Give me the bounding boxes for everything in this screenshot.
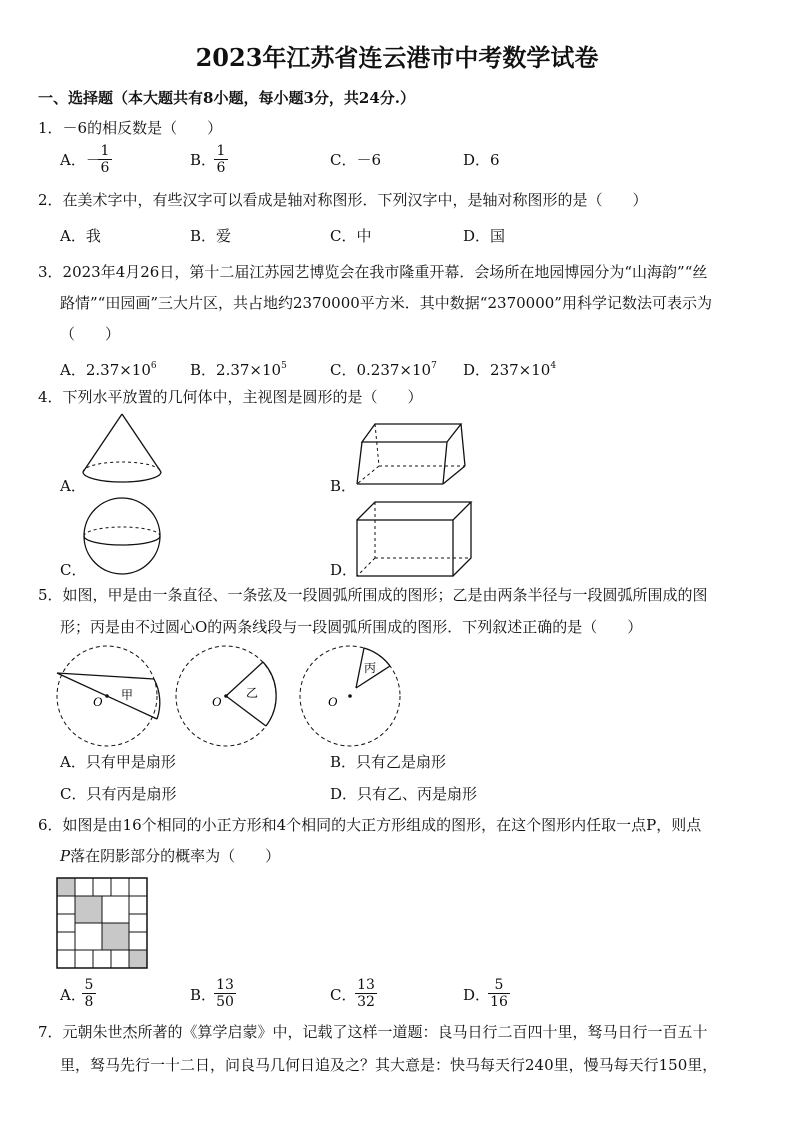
q5-option-b: B．只有乙是扇形 <box>330 753 447 771</box>
q6-line-2: P落在阴影部分的概率为（ ） <box>60 847 281 865</box>
fig-yi-label: 乙 <box>246 686 259 700</box>
q1-option-c: C．－6 <box>330 151 382 169</box>
fig-bing-center-label: O <box>328 694 338 709</box>
q6-option-b-label: B． <box>190 986 217 1004</box>
q2-option-d: D．国 <box>463 227 506 245</box>
cone-figure <box>82 412 162 492</box>
q5-option-c: C．只有丙是扇形 <box>60 785 177 803</box>
q2-option-c: C．中 <box>330 227 372 245</box>
cuboid-figure <box>355 500 473 580</box>
q5-line-2: 形；丙是由不过圆心O的两条线段与一段圆弧所围成的图形．下列叙述正确的是（ ） <box>60 618 643 636</box>
q2-stem: 2．在美术字中，有些汉字可以看成是轴对称图形．下列汉字中，是轴对称图形的是（ ） <box>38 191 648 209</box>
figure-jia <box>55 640 165 750</box>
frustum-figure <box>355 422 467 492</box>
q1-option-b-label: B． <box>190 151 217 169</box>
q6-line-1: 6．如图是由16个相同的小正方形和4个相同的大正方形组成的图形，在这个图形内任取一点P，则点 <box>38 816 702 834</box>
q3-line-1: 3．2023年4月26日，第十二届江苏园艺博览会在我市隆重开幕．会场所在地园博园分为“山海韵”“丝 <box>38 263 708 281</box>
q6-option-a-fraction: $\frac{5}{8}$ <box>82 977 96 1010</box>
q6-option-b-fraction: $\frac{13}{50}$ <box>214 977 236 1010</box>
q4-option-b-label: B． <box>330 477 357 495</box>
q1-option-a-label: A．－ <box>60 151 101 169</box>
q3-option-c: C．$0.237\times 10^7$ <box>330 361 437 379</box>
q7-line-2: 里，驽马先行一十二日，问良马几何日追及之？其大意是：快马每天行240里，慢马每天行150里， <box>60 1056 718 1074</box>
q6-option-c-label: C． <box>330 986 357 1004</box>
q2-option-a: A．我 <box>60 227 101 245</box>
square-grid-figure <box>56 877 148 969</box>
q1-stem: 1．－6的相反数是（ ） <box>38 119 223 137</box>
q7-line-1: 7．元朝朱世杰所著的《算学启蒙》中，记载了这样一道题：良马日行二百四十里，驽马日行一百五十 <box>38 1023 708 1041</box>
fig-jia-center-label: O <box>93 694 103 709</box>
q5-line-1: 5．如图，甲是由一条直径、一条弦及一段圆弧所围成的图形；乙是由两条半径与一段圆弧所围成的图 <box>38 586 708 604</box>
q3-line-2: 路情”“田园画”三大片区，共占地约2370000平方米．其中数据“2370000”用科学记数法可表示为 <box>60 294 712 312</box>
q5-option-d: D．只有乙、丙是扇形 <box>330 785 478 803</box>
q6-option-d-fraction: $\frac{5}{16}$ <box>488 977 510 1010</box>
q1-option-b-fraction: $\frac{1}{6}$ <box>214 143 228 176</box>
q4-option-c-label: C． <box>60 561 87 579</box>
figure-bing <box>294 640 406 750</box>
figure-yi <box>172 640 282 750</box>
q4-option-d-label: D． <box>330 561 358 579</box>
q6-option-d-label: D． <box>463 986 491 1004</box>
q6-option-a-label: A． <box>60 986 86 1004</box>
fig-yi-center-label: O <box>212 694 222 709</box>
q5-option-a: A．只有甲是扇形 <box>60 753 176 771</box>
section-heading: 一、选择题（本大题共有8小题，每小题3分，共24分.） <box>38 89 415 107</box>
q4-stem: 4．下列水平放置的几何体中，主视图是圆形的是（ ） <box>38 388 423 406</box>
q2-option-b: B．爱 <box>190 227 232 245</box>
q3-option-d: D．$237\times 10^4$ <box>463 361 557 379</box>
fig-bing-label: 丙 <box>364 661 377 675</box>
q3-option-b: B．$2.37\times 10^5$ <box>190 361 287 379</box>
sphere-figure <box>82 496 162 576</box>
q3-option-a: A．$2.37\times 10^6$ <box>60 361 157 379</box>
q4-option-a-label: A． <box>60 477 86 495</box>
page-title: 2023年江苏省连云港市中考数学试卷 <box>195 43 599 72</box>
q1-option-d: D．6 <box>463 151 500 169</box>
fig-jia-label: 甲 <box>121 688 134 702</box>
q1-option-a-fraction: $\frac{1}{6}$ <box>98 143 112 176</box>
q3-line-3: （ ） <box>60 325 121 343</box>
q6-option-c-fraction: $\frac{13}{32}$ <box>355 977 377 1010</box>
